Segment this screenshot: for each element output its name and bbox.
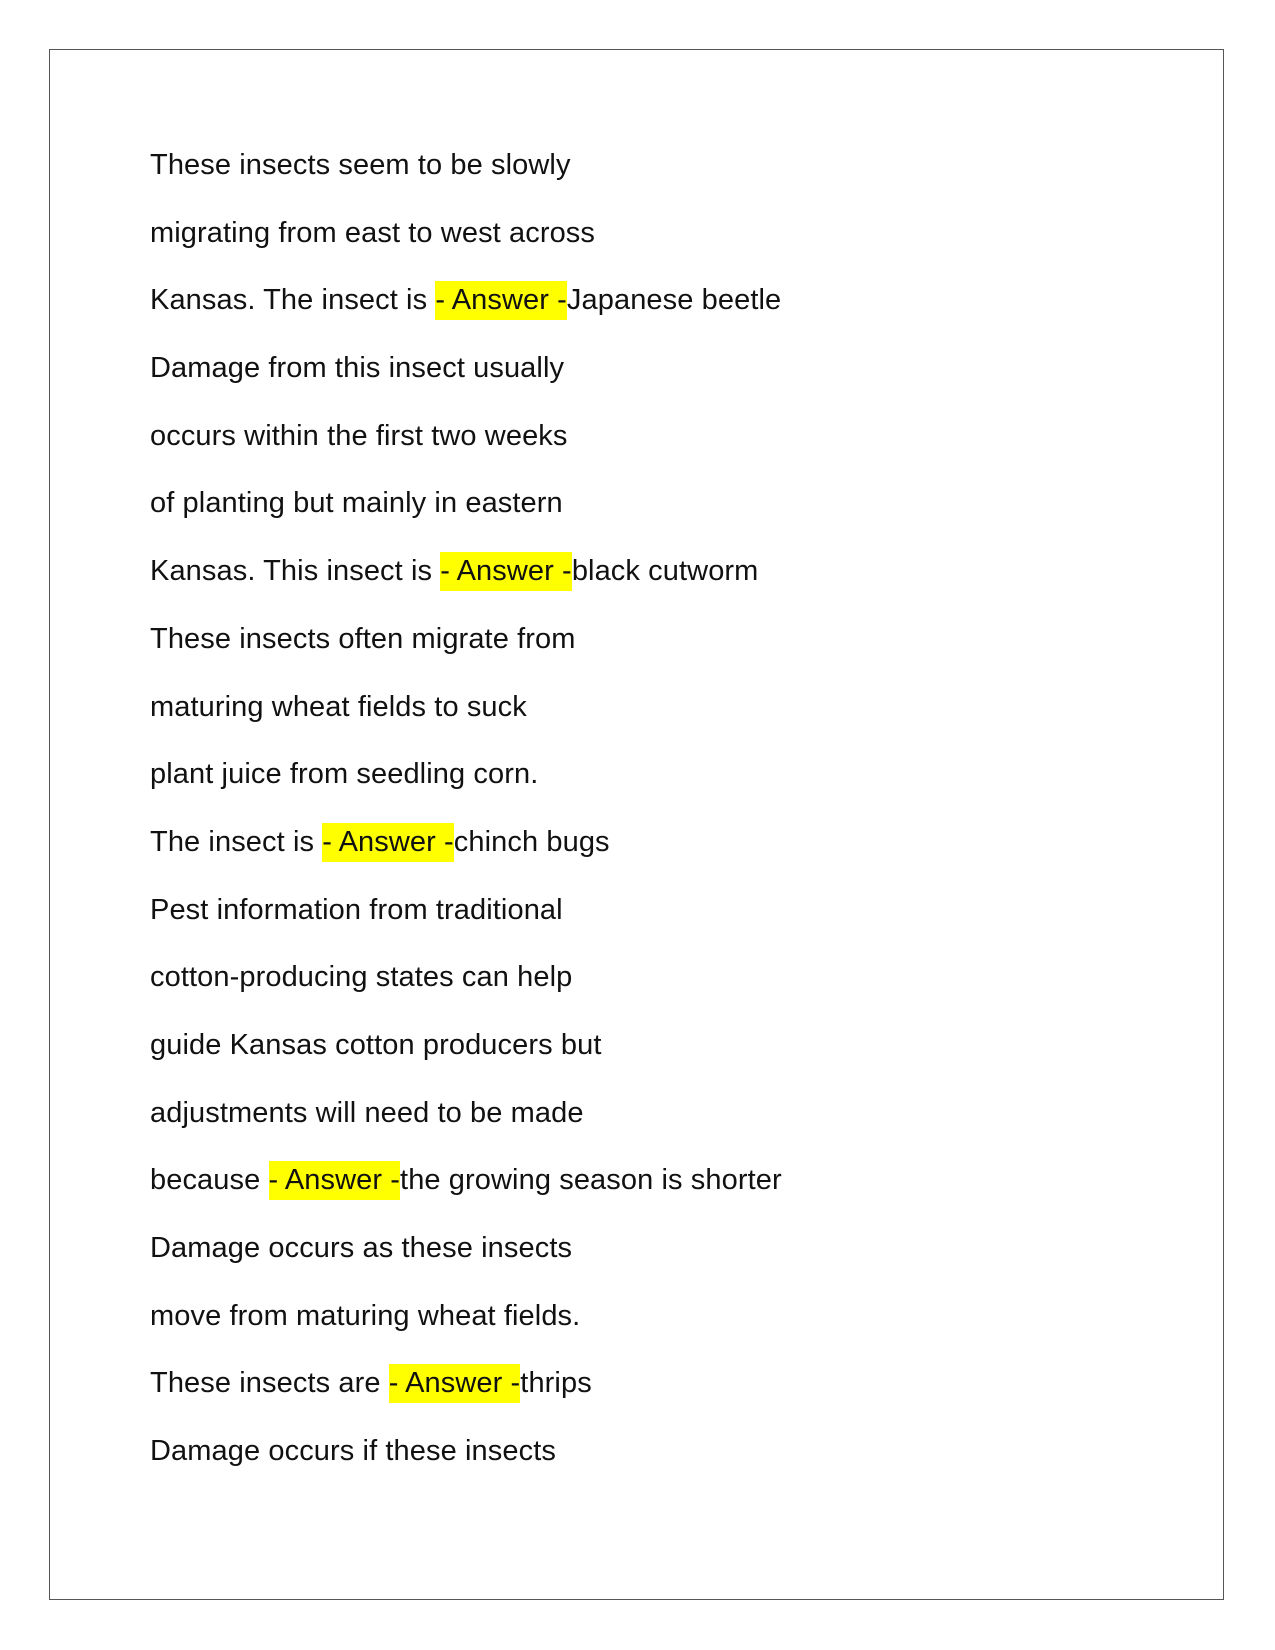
text-line [150,1030,1150,1098]
line-text: of planting but mainly in eastern [150,487,563,520]
answer-highlight: - Answer - [269,1161,401,1200]
line-text: because [150,1164,269,1197]
line-text: Pest information from traditional [150,893,563,926]
text-line [150,150,1150,218]
answer-text: the growing season is shorter [400,1164,782,1197]
line-text: migrating from east to west across [150,216,595,249]
text-line [150,827,1150,895]
text-line [150,1098,1150,1166]
text-line [150,1233,1150,1301]
line-text: maturing wheat fields to suck [150,690,527,723]
text-line [150,1165,1150,1233]
answer-text: chinch bugs [453,825,610,858]
line-text: Damage from this insect usually [150,352,565,385]
text-line [150,759,1150,827]
text-line [150,218,1150,286]
text-line [150,692,1150,760]
text-line [150,962,1150,1030]
text-line [150,624,1150,692]
text-line [150,353,1150,421]
text-line [150,1368,1150,1436]
answer-text: thrips [520,1367,592,1400]
answer-highlight: - Answer - [389,1364,521,1403]
text-line [150,895,1150,963]
line-text: Damage occurs if these insects [150,1435,556,1468]
line-text: The insect is [150,825,323,858]
line-text: Damage occurs as these insects [150,1232,573,1264]
line-text: plant juice from seedling corn. [150,758,539,791]
text-line [150,556,1150,624]
line-text: move from maturing wheat fields. [150,1299,581,1332]
answer-text: Japanese beetle [566,284,782,317]
answer-highlight: - Answer - [322,823,454,862]
line-text: These insects often migrate from [150,622,576,655]
line-text: adjustments will need to be made [150,1096,584,1129]
line-text: cotton-producing states can help [150,961,573,994]
line-text: These insects seem to be slowly [150,149,571,181]
answer-highlight: - Answer - [435,281,567,320]
answer-highlight: - Answer - [440,552,572,591]
document-body [150,150,1150,1504]
text-line [150,488,1150,556]
line-text: These insects are [150,1367,389,1400]
text-line [150,421,1150,489]
text-line [150,1436,1150,1504]
line-text: Kansas. The insect is [150,284,436,317]
answer-text: black cutworm [571,555,759,588]
line-text: occurs within the first two weeks [150,419,568,452]
text-line [150,1301,1150,1369]
line-text: Kansas. This insect is [150,555,441,588]
line-text: guide Kansas cotton producers but [150,1028,602,1061]
text-line [150,285,1150,353]
